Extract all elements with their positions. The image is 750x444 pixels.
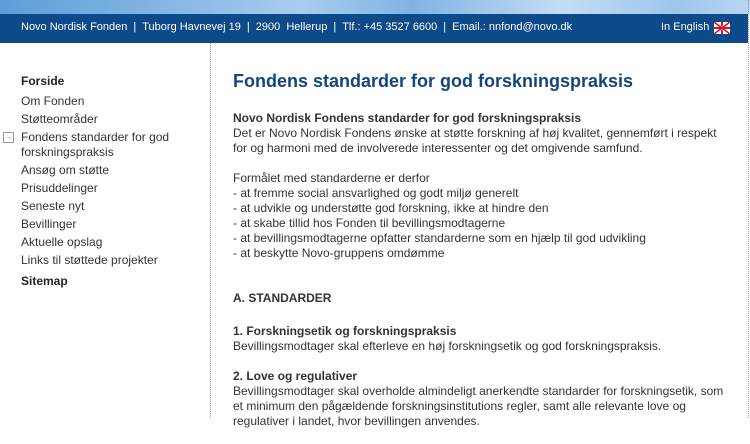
sidebar-item-forside[interactable]: Forside xyxy=(21,74,65,88)
purpose-block xyxy=(233,171,733,261)
section-heading: A. STANDARDER xyxy=(233,291,332,305)
purpose-item: - at beskytte Novo-gruppens omdømme xyxy=(233,246,445,260)
sidebar-item-aktuelle-opslag[interactable]: Aktuelle opslag xyxy=(21,235,103,249)
phone: Tlf.: +45 3527 6600 xyxy=(342,21,438,33)
purpose-item: - at bevillingsmodtagerne opfatter standarderne som en hjælp til god udvikling xyxy=(233,231,646,245)
page-right-border xyxy=(748,0,749,418)
sidebar-nav xyxy=(5,74,206,294)
separator: | xyxy=(246,21,250,33)
uk-flag-icon[interactable] xyxy=(714,22,730,34)
sidebar-item-label: Fondens standarder for god forskningspraksis xyxy=(21,130,170,159)
subsection-text: Bevillingsmodtager skal overholde almindeligt anerkendte standarder for forskningsetik, som et minimum den pågældende forskningsinstitutions regler, samt alle relevante love og regulativer i landet, hvor bevillingen anvendes. xyxy=(233,384,724,428)
address: Tuborg Havnevej 19 xyxy=(142,21,241,33)
city: 2900 Hellerup xyxy=(255,21,328,33)
contact-bar xyxy=(0,14,748,43)
subsection-text: Bevillingsmodtager skal efterleve en høj forskningsetik og god forskningspraksis. xyxy=(233,339,662,353)
sidebar-item-om-fonden[interactable]: Om Fonden xyxy=(21,94,85,108)
english-language-link[interactable]: In English xyxy=(661,21,710,33)
separator: | xyxy=(443,21,447,33)
org-name: Novo Nordisk Fonden xyxy=(21,21,128,33)
page-title: Fondens standarder for god forskningspraksis xyxy=(233,71,634,91)
sidebar-item-ansog[interactable]: Ansøg om støtte xyxy=(21,163,110,177)
sidebar-item-sitemap[interactable]: Sitemap xyxy=(21,274,68,288)
intro-heading: Novo Nordisk Fondens standarder for god forskningspraksis xyxy=(233,111,582,125)
email[interactable]: Email.: nnfond@novo.dk xyxy=(452,21,573,33)
subsection xyxy=(233,369,733,429)
sidebar-item-standarder[interactable] xyxy=(5,130,206,160)
sidebar-item-links[interactable]: Links til støttede projekter xyxy=(21,253,158,267)
purpose-item: - at skabe tillid hos Fonden til bevillingsmodtagerne xyxy=(233,216,506,230)
purpose-item: - at udvikle og understøtte god forskning, ikke at hindre den xyxy=(233,201,549,215)
purpose-item: - at fremme social ansvarlighed og godt miljø generelt xyxy=(233,186,519,200)
contact-info xyxy=(21,21,572,33)
current-page-arrow-icon: → xyxy=(5,134,12,141)
column-divider xyxy=(210,43,211,418)
purpose-heading: Formålet med standarderne er derfor xyxy=(233,171,430,185)
header-banner-image xyxy=(0,0,750,14)
separator: | xyxy=(333,21,337,33)
separator: | xyxy=(133,21,137,33)
subsection xyxy=(233,324,733,354)
intro-paragraph xyxy=(233,111,733,156)
sidebar-item-prisuddelinger[interactable]: Prisuddelinger xyxy=(21,181,98,195)
sidebar-item-stotteomrader[interactable]: Støtteområder xyxy=(21,112,98,126)
main-content xyxy=(233,70,733,444)
sidebar-item-seneste-nyt[interactable]: Seneste nyt xyxy=(21,199,85,213)
subsection-heading: 2. Love og regulativer xyxy=(233,369,358,383)
intro-text: Det er Novo Nordisk Fondens ønske at støtte forskning af høj kvalitet, gennemført i respekt for og harmoni med de involverede interessenter og det omgivende samfund. xyxy=(233,126,717,155)
sidebar-item-bevillinger[interactable]: Bevillinger xyxy=(21,217,77,231)
subsection-heading: 1. Forskningsetik og forskningspraksis xyxy=(233,324,457,338)
